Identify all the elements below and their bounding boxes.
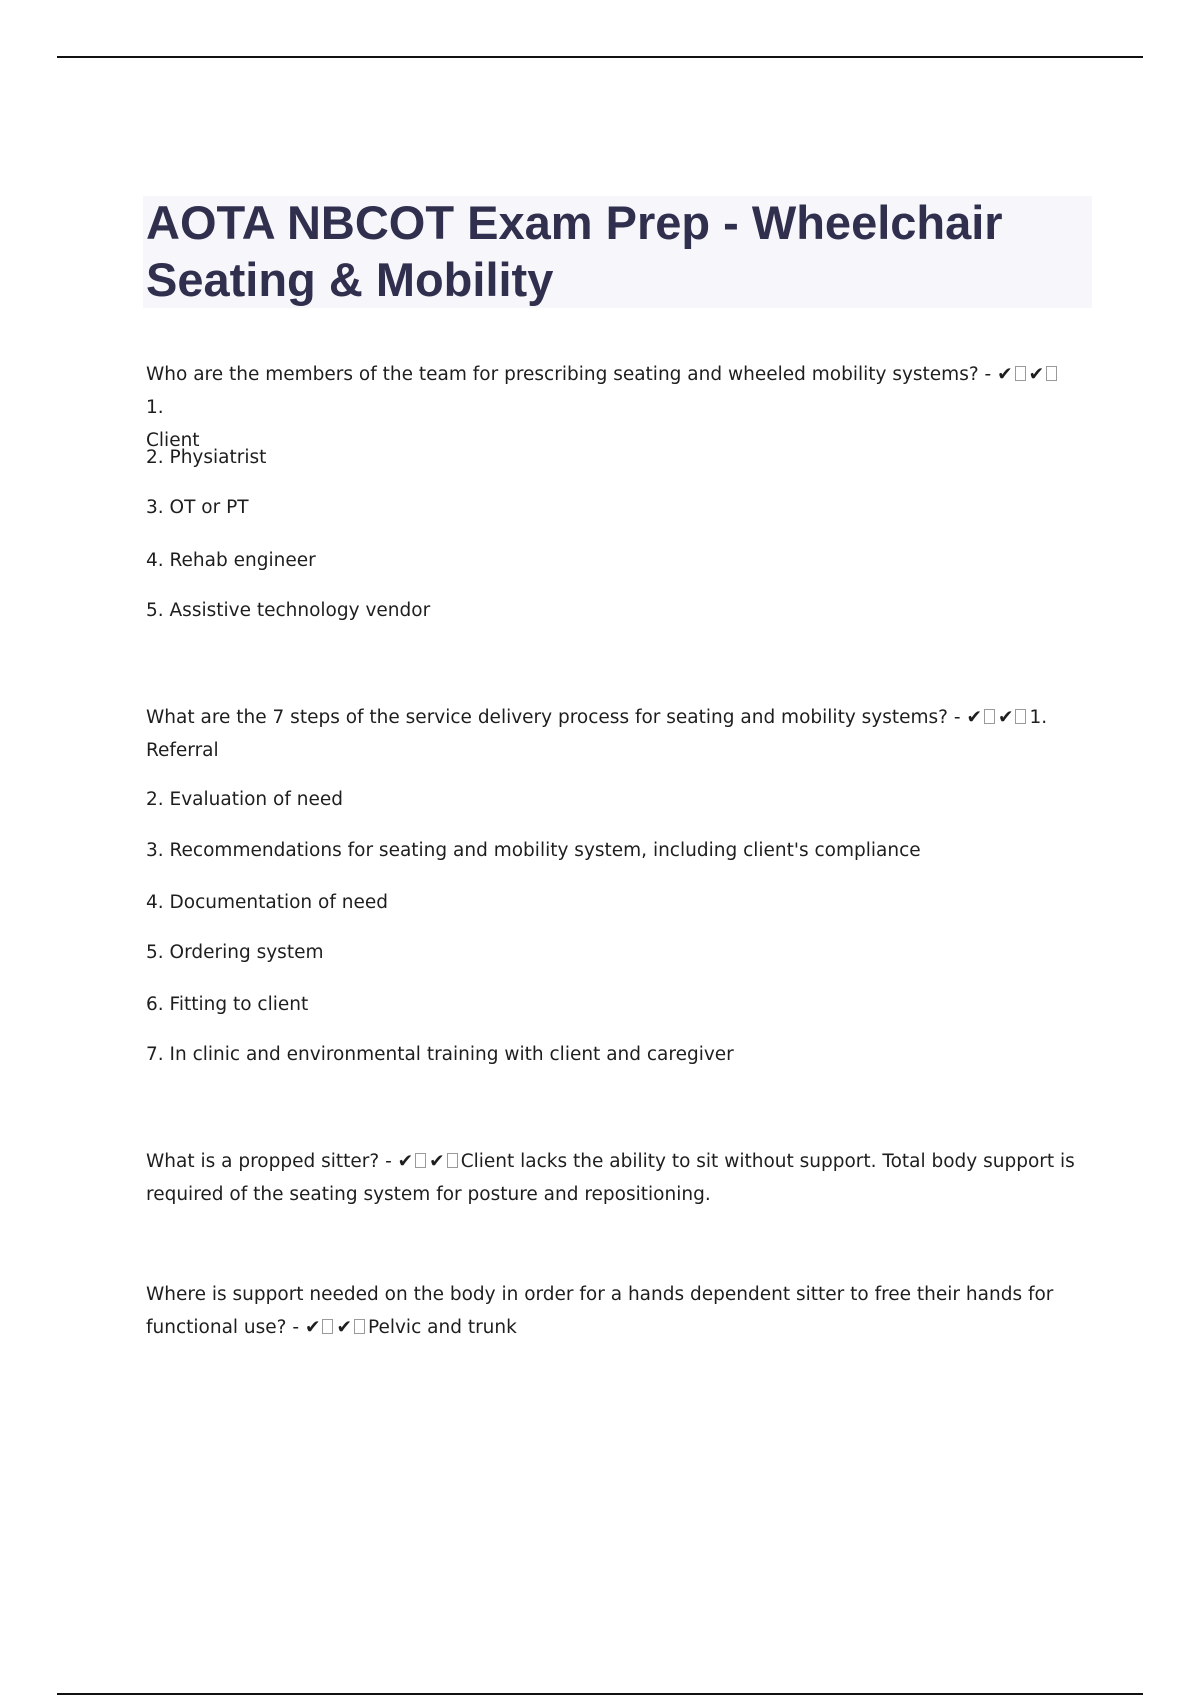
box-icon	[984, 709, 995, 724]
box-icon	[322, 1319, 333, 1334]
list-item: 5. Assistive technology vendor	[146, 600, 431, 621]
answer-continuation: required of the seating system for posture and repositioning.	[146, 1184, 711, 1205]
answer-continuation: Referral	[146, 740, 219, 761]
question-block-2	[146, 701, 1076, 767]
check-icon: ✔	[997, 364, 1013, 385]
check-icon: ✔	[997, 707, 1014, 728]
question-text	[146, 701, 1076, 767]
list-item: 4. Documentation of need	[146, 892, 388, 913]
question-text	[146, 358, 1076, 457]
box-icon	[1046, 366, 1057, 381]
answer-start: 1.	[146, 397, 164, 418]
question-block-4	[146, 1278, 1076, 1344]
check-icon: ✔	[397, 1151, 414, 1172]
box-icon	[1015, 709, 1026, 724]
title-line-1: AOTA NBCOT Exam Prep - Wheelchair	[146, 196, 1003, 249]
question-prefix: What is a propped sitter? -	[146, 1151, 398, 1172]
question-prefix: Where is support needed on the body in order for a hands dependent sitter to free their hands for	[146, 1284, 1054, 1305]
list-item: 6. Fitting to client	[146, 994, 309, 1015]
top-rule	[57, 56, 1143, 58]
title-line-2: Seating & Mobility	[146, 253, 554, 306]
answer-continuation: Client	[146, 430, 200, 451]
box-icon	[415, 1153, 426, 1168]
list-item: 2. Evaluation of need	[146, 789, 343, 810]
list-item: 7. In clinic and environmental training with client and caregiver	[146, 1044, 734, 1065]
list-item: 3. Recommendations for seating and mobility system, including client's compliance	[146, 840, 921, 861]
question-text	[146, 1278, 1076, 1344]
question-block-1	[146, 358, 1076, 457]
check-icon: ✔	[1028, 364, 1045, 385]
check-icon: ✔	[336, 1317, 352, 1338]
answer-start: Client lacks the ability to sit without support. Total body support is	[460, 1151, 1075, 1172]
box-icon	[447, 1153, 458, 1168]
question-prefix: What are the 7 steps of the service delivery process for seating and mobility systems? -	[146, 707, 967, 728]
list-item: 4. Rehab engineer	[146, 550, 316, 571]
check-icon: ✔	[966, 707, 982, 728]
question-text	[146, 1145, 1076, 1211]
box-icon	[1015, 366, 1026, 381]
check-icon: ✔	[429, 1151, 445, 1172]
answer-start: Pelvic and trunk	[367, 1317, 517, 1338]
box-icon	[354, 1319, 365, 1334]
answer-start: 1.	[1029, 707, 1048, 728]
question-block-3	[146, 1145, 1076, 1211]
answer-line2-prefix: functional use? -	[146, 1317, 305, 1338]
list-item: 5. Ordering system	[146, 942, 324, 963]
check-icon: ✔	[304, 1317, 321, 1338]
list-item: 3. OT or PT	[146, 497, 249, 518]
page-title	[146, 194, 1086, 308]
bottom-rule	[57, 1693, 1143, 1695]
question-prefix: Who are the members of the team for prescribing seating and wheeled mobility systems? -	[146, 364, 998, 385]
list-item: 2. Physiatrist	[146, 447, 267, 468]
